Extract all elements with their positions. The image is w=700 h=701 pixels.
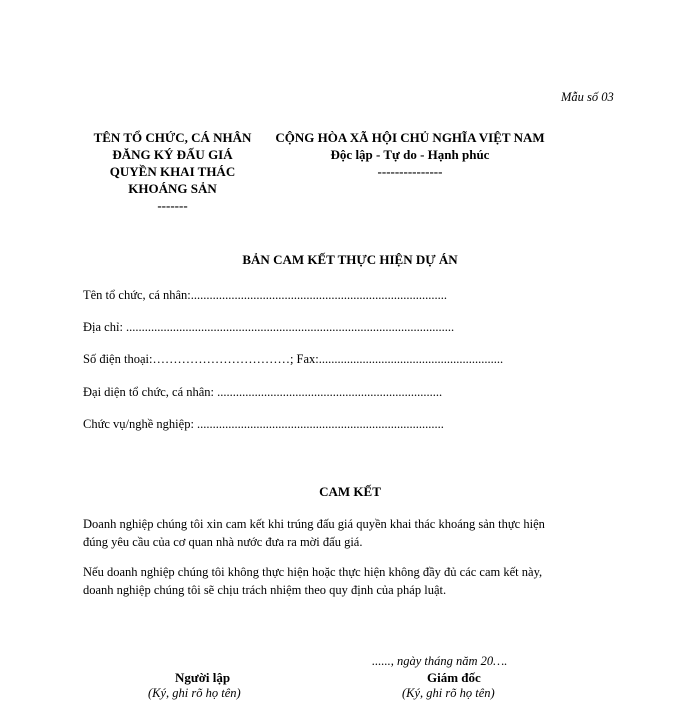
organization-header-line: KHOÁNG SẢN — [128, 181, 217, 196]
director-role: Giám đốc — [427, 670, 481, 685]
national-motto: Độc lập - Tự do - Hạnh phúc — [330, 147, 490, 162]
paragraph-line: Nếu doanh nghiệp chúng tôi không thực hiện hoặc thực hiện không đầy đủ các cam kết này, — [83, 565, 543, 579]
form-number: Mẫu số 03 — [561, 90, 614, 104]
field-phone-fax: Số điện thoại:……………………………; Fax:........................................................... — [83, 352, 504, 366]
national-header-divider: --------------- — [377, 164, 443, 179]
document-title: BẢN CAM KẾT THỰC HIỆN DỰ ÁN — [242, 252, 458, 267]
organization-header-line: TÊN TỔ CHỨC, CÁ NHÂN — [93, 130, 252, 145]
preparer-note: (Ký, ghi rõ họ tên) — [148, 686, 241, 700]
commitment-paragraph-2 — [83, 563, 623, 599]
organization-header — [70, 129, 275, 214]
paragraph-line: Doanh nghiệp chúng tôi xin cam kết khi trúng đấu giá quyền khai thác khoáng sản thực hiện — [83, 517, 545, 531]
organization-header-divider: ------- — [157, 198, 188, 213]
country-name: CỘNG HÒA XÃ HỘI CHỦ NGHĨA VIỆT NAM — [275, 130, 545, 145]
national-header — [265, 129, 555, 180]
organization-header-line: QUYỀN KHAI THÁC — [109, 164, 236, 179]
field-representative: Đại diện tổ chức, cá nhân: ........................................................................ — [83, 385, 443, 399]
commitment-paragraph-1 — [83, 515, 623, 551]
organization-header-line: ĐĂNG KÝ ĐẤU GIÁ — [112, 147, 233, 162]
field-position: Chức vụ/nghề nghiệp: ............................................................................... — [83, 417, 444, 431]
field-organization-name: Tên tổ chức, cá nhân:.................................................................................. — [83, 288, 448, 302]
preparer-role: Người lập — [175, 670, 231, 685]
director-note: (Ký, ghi rõ họ tên) — [402, 686, 495, 700]
date-line: ......, ngày tháng năm 20…. — [372, 654, 508, 668]
commitment-title: CAM KẾT — [319, 484, 381, 499]
field-address: Địa chỉ: ......................................................................................................... — [83, 320, 455, 334]
paragraph-line: doanh nghiệp chúng tôi sẽ chịu trách nhiệm theo quy định của pháp luật. — [83, 583, 447, 597]
paragraph-line: đúng yêu cầu của cơ quan nhà nước đưa ra mời đấu giá. — [83, 535, 363, 549]
